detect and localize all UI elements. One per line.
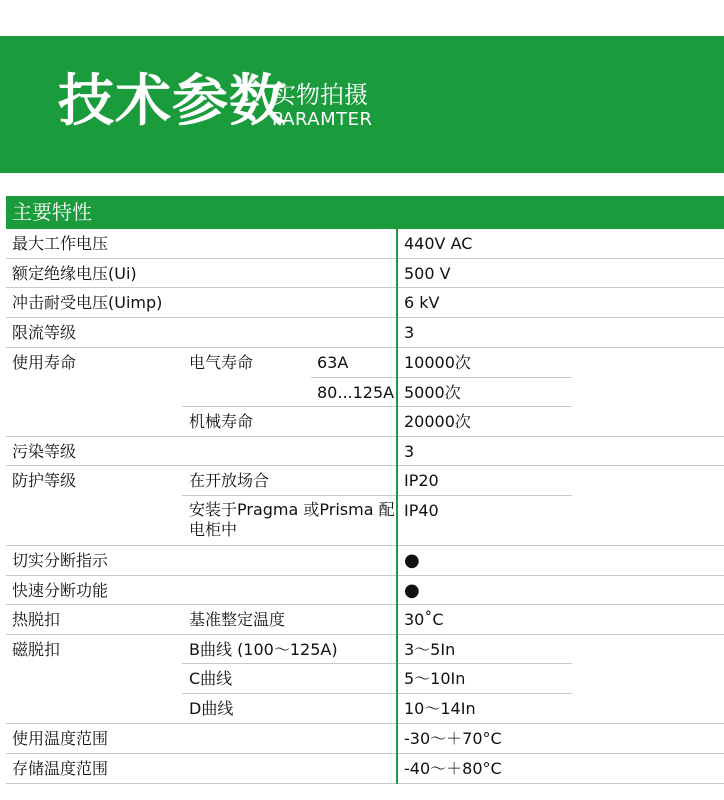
- spec-value: 440V AC: [404, 234, 473, 253]
- spec-subrows: [182, 348, 572, 436]
- spec-row-isolation: [6, 546, 724, 576]
- spec-table: [6, 229, 724, 784]
- spec-label: 快速分断功能: [12, 581, 109, 600]
- spec-value: 3: [404, 323, 415, 342]
- spec-row-thermal: [6, 605, 724, 635]
- page-title: 技术参数: [58, 69, 286, 134]
- banner-subtitle-cn: 实物拍摄: [272, 81, 368, 109]
- spec-value: 20000次: [404, 412, 471, 431]
- spec-subrow: [182, 466, 572, 496]
- spec-label: 切实分断指示: [12, 551, 109, 570]
- spec-sheet: [6, 196, 724, 784]
- spec-label: 使用寿命: [12, 353, 77, 372]
- spec-group-protection: [6, 466, 724, 546]
- spec-label: 污染等级: [12, 442, 77, 461]
- spec-label: 热脱扣: [12, 610, 61, 629]
- spec-subrow: [311, 348, 572, 378]
- spec-subrow: [311, 378, 572, 406]
- spec-label: 额定绝缘电压(Ui): [12, 264, 137, 283]
- spec-value: -40～＋80°C: [404, 759, 502, 778]
- spec-subrow: [182, 407, 572, 436]
- spec-subrow: [182, 664, 572, 693]
- spec-label: 磁脱扣: [12, 640, 61, 659]
- spec-group-life: [6, 348, 724, 437]
- spec-value: ●: [404, 580, 420, 601]
- header-banner: [0, 36, 724, 173]
- spec-label: 冲击耐受电压(Uimp): [12, 293, 163, 312]
- spec-row-insulation-voltage: [6, 259, 724, 288]
- spec-subrow: [182, 694, 572, 723]
- spec-row-current-limit: [6, 318, 724, 348]
- spec-value: 500 V: [404, 264, 451, 283]
- spec-value: ●: [404, 550, 420, 571]
- spec-value: 6 kV: [404, 293, 440, 312]
- banner-subtitle: [272, 83, 373, 129]
- spec-label: 最大工作电压: [12, 234, 109, 253]
- spec-label: 防护等级: [12, 471, 77, 490]
- spec-value: IP40: [404, 500, 439, 520]
- spec-subrow: [182, 635, 572, 664]
- spec-value: IP20: [404, 471, 439, 490]
- spec-label: 存储温度范围: [12, 759, 109, 778]
- spec-row-storage-temp: [6, 754, 724, 784]
- spec-value: 5～10In: [404, 669, 466, 689]
- spec-subrows: [182, 635, 572, 723]
- spec-value: 10000次: [404, 353, 471, 372]
- spec-row-max-voltage: [6, 229, 724, 259]
- spec-sublabel: 基准整定温度: [189, 610, 286, 629]
- spec-sublabel: C曲线: [189, 669, 233, 689]
- section-title: 主要特性: [6, 196, 724, 229]
- spec-label: 使用温度范围: [12, 729, 109, 748]
- spec-sublabel: 电气寿命: [189, 353, 254, 372]
- spec-sublabel: D曲线: [189, 698, 234, 718]
- banner-subtitle-en: PARAMTER: [272, 109, 373, 130]
- spec-sublabel: B曲线 (100～125A): [189, 640, 338, 659]
- spec-label: 限流等级: [12, 323, 77, 342]
- spec-value: 3: [404, 442, 415, 461]
- spec-value: 30˚C: [404, 610, 444, 629]
- spec-rating: 63A: [317, 353, 349, 372]
- spec-sublabel: 在开放场合: [189, 471, 270, 490]
- spec-sublabel: 安装于Pragma 或Prisma 配电柜中: [189, 499, 395, 539]
- spec-value: 3～5In: [404, 640, 456, 659]
- spec-value: -30～＋70°C: [404, 729, 502, 748]
- spec-row-operating-temp: [6, 724, 724, 754]
- spec-row-pollution: [6, 437, 724, 466]
- spec-row-impulse-voltage: [6, 288, 724, 318]
- spec-sublabel: 机械寿命: [189, 412, 254, 431]
- spec-group-magnetic: [6, 635, 724, 724]
- spec-subrows: [182, 466, 572, 545]
- spec-rating: 80...125A: [317, 383, 395, 402]
- spec-row-quick-break: [6, 576, 724, 605]
- spec-value: 5000次: [404, 383, 461, 402]
- spec-subrow: [182, 496, 572, 545]
- spec-value: 10～14In: [404, 698, 476, 718]
